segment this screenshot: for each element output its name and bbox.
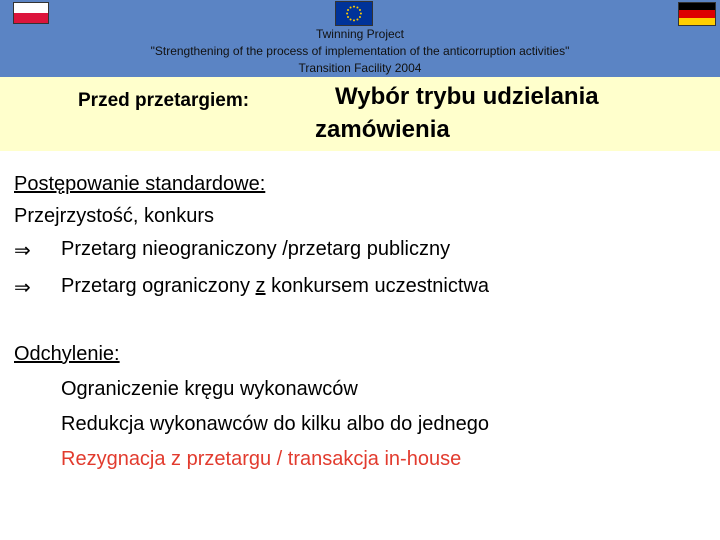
bullet-item: Przetarg nieograniczony /przetarg publiczny: [61, 238, 451, 260]
header-band: [0, 0, 720, 77]
eu-star-icon: [359, 9, 361, 11]
poland-flag-icon: [13, 2, 49, 24]
bullet-text-part: konkursem uczestnictwa: [265, 275, 489, 297]
arrow-icon: ⇒: [14, 277, 31, 299]
section1-heading: Postępowanie standardowe:: [14, 173, 266, 195]
eu-star-icon: [359, 16, 361, 18]
eu-star-icon: [347, 9, 349, 11]
list-item: Ograniczenie kręgu wykonawców: [61, 378, 358, 400]
germany-flag-icon: [678, 2, 716, 26]
eu-star-icon: [347, 16, 349, 18]
eu-star-icon: [350, 18, 352, 20]
project-facility: Transition Facility 2004: [298, 61, 422, 75]
section1-line: Przejrzystość, konkurs: [14, 205, 215, 227]
slide-title-line1: Wybór trybu udzielania: [335, 83, 599, 110]
eu-star-icon: [353, 6, 355, 8]
bullet-text-underlined: z: [255, 275, 266, 297]
list-item-highlighted: Rezygnacja z przetargu / transakcja in-house: [61, 448, 462, 470]
eu-flag-icon: [335, 1, 373, 26]
eu-star-icon: [360, 12, 362, 14]
eu-star-icon: [350, 7, 352, 9]
eu-star-icon: [356, 18, 358, 20]
eu-star-icon: [353, 19, 355, 21]
eu-star-icon: [346, 12, 348, 14]
eu-star-icon: [356, 7, 358, 9]
section2-heading: Odchylenie:: [14, 343, 120, 365]
project-title: Twinning Project: [315, 27, 405, 41]
bullet-item: [61, 275, 489, 298]
list-item: Redukcja wykonawców do kilku albo do jednego: [61, 413, 490, 435]
bullet-text-part: Przetarg ograniczony: [61, 275, 256, 297]
arrow-icon: ⇒: [14, 240, 31, 262]
project-subtitle: "Strengthening of the process of implementation of the anticorruption activities": [150, 44, 570, 58]
title-prefix: Przed przetargiem:: [78, 90, 250, 111]
slide-title-line2: zamówienia: [315, 116, 450, 143]
